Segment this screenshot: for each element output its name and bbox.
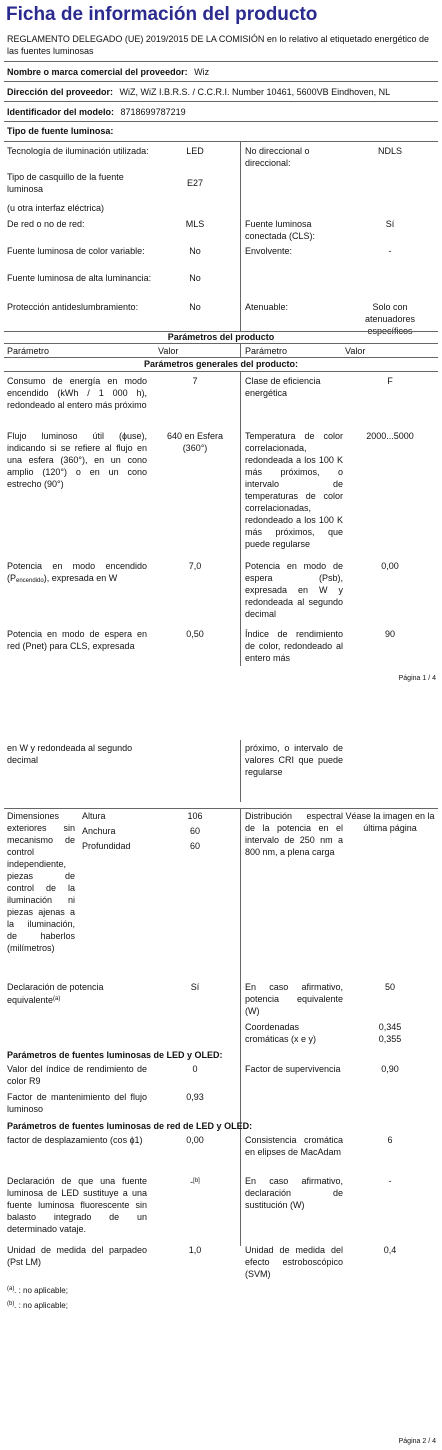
- psb-label: Potencia en modo de espera (Psb), expresada en W y redondeada al segundo decimal: [245, 561, 343, 619]
- cls-value: Sí: [385, 219, 395, 229]
- class-value: F: [387, 376, 393, 386]
- cct-value: 2000...5000: [366, 431, 414, 441]
- coord-label: Coordenadas cromáticas (x e y): [245, 1022, 317, 1044]
- page-title: Ficha de información del producto: [6, 4, 318, 25]
- pnet-value: 0,50: [186, 629, 204, 639]
- envelope-label: Envolvente:: [245, 246, 293, 256]
- params-section-title: Parámetros del producto: [167, 332, 275, 342]
- glare-value: No: [189, 302, 201, 312]
- regulation-text: REGLAMENTO DELEGADO (UE) 2019/2015 DE LA COMISIÓN en lo relativo al etiquetado energético de las fuentes luminosas: [7, 34, 430, 56]
- dim-depth-value: 60: [189, 841, 200, 851]
- footnote-a: $^{(a)}_-$ : no aplicable;: [7, 1286, 68, 1296]
- coord-x-value: 0,345: [378, 1022, 402, 1032]
- svm-value: 0,4: [383, 1245, 397, 1255]
- mains-value: MLS: [185, 219, 205, 229]
- cap-label-2: (u otra interfaz eléctrica): [7, 203, 105, 213]
- dim-depth-label: Profundidad: [82, 841, 131, 851]
- footnote-b: $^{(b)}_-$ : no aplicable;: [7, 1301, 68, 1311]
- r9-label: Valor del índice de rendimiento de color R9: [7, 1064, 147, 1086]
- model-value: 8718699787219: [120, 107, 186, 117]
- flicker-label: Unidad de medida del parpadeo (Pst LM): [7, 1245, 147, 1267]
- maintenance-value: 0,93: [186, 1092, 204, 1102]
- replace-label: Declaración de que una fuente luminosa de LED sustituye a una fuente luminosa fluorescente sin balasto integrado de un determinado vataje.: [7, 1176, 147, 1234]
- supplier-address-row: [7, 86, 437, 98]
- glare-label: Protección antideslumbramiento:: [7, 302, 139, 312]
- equiv-w-value: 50: [384, 982, 395, 992]
- continued-left: en W y redondeada al segundo decimal: [7, 743, 133, 765]
- coord-y-value: 0,355: [378, 1034, 402, 1044]
- maintenance-label: Factor de mantenimiento del flujo luminoso: [7, 1092, 147, 1114]
- supplier-address-label: Dirección del proveedor:: [7, 87, 114, 97]
- dim-width-label: Anchura: [82, 826, 116, 836]
- displacement-label: factor de desplazamiento (cos ɸ1): [7, 1135, 143, 1145]
- flux-value: 640 en Esfera (360°): [166, 431, 224, 453]
- mains-label: De red o no de red:: [7, 219, 85, 229]
- flicker-value: 1,0: [188, 1245, 202, 1255]
- dimmable-label: Atenuable:: [245, 302, 289, 312]
- continued-right: próximo, o intervalo de valores CRI que puede regularse: [245, 743, 343, 777]
- mains-params-title: Parámetros de fuentes luminosas de red de LED y OLED:: [7, 1121, 253, 1131]
- class-label: Clase de eficiencia energética: [245, 376, 321, 398]
- macadam-value: 6: [387, 1135, 393, 1145]
- replace-w-value: -: [388, 1176, 392, 1186]
- pon-value: 7,0: [188, 561, 202, 571]
- supplier-name-row: [7, 66, 437, 78]
- col-param-left: Parámetro: [7, 346, 50, 356]
- dim-height-label: Altura: [82, 811, 106, 821]
- energy-label: Consumo de energía en modo encendido (kWh / 1 000 h), redondeado al entero más próximo: [7, 376, 147, 410]
- dim-height-value: 106: [187, 811, 203, 821]
- model-row: [7, 106, 437, 118]
- envelope-value: -: [388, 246, 392, 256]
- colour-value: No: [189, 246, 201, 256]
- replace-w-label: En caso afirmativo, declaración de sustitución (W): [245, 1176, 343, 1210]
- cri-label: Índice de rendimiento de color, redondeado al entero más: [245, 629, 343, 663]
- equiv-label: Declaración de potencia equivalente$^{(a)}$: [7, 982, 104, 1005]
- equiv-value: Sí: [190, 982, 200, 992]
- tech-label: Tecnología de iluminación utilizada:: [7, 146, 149, 156]
- spd-label: Distribución espectral de la potencia en el intervalo de 250 nm a 800 nm, a plena carga: [245, 811, 343, 857]
- macadam-label: Consistencia cromática en elipses de MacAdam: [245, 1135, 343, 1157]
- nondir-value: NDLS: [377, 146, 402, 156]
- dims-label: Dimensiones exteriores sin mecanismo de control independiente, piezas de control de la iluminación ni piezas ajenas a la iluminación, de haberlos (milímetros): [7, 811, 75, 953]
- supplier-address-value: WiZ, WiZ I.B.R.S. / C.C.R.I. Number 10461, 5600VB Eindhoven, NL: [119, 87, 391, 97]
- cct-label: Temperatura de color correlacionada, redondeada a los 100 K más próximos, o intervalo de temperaturas de color correlacionadas, redondeado a los 100 K más próximos, que puede regularse: [245, 431, 343, 549]
- displacement-value: 0,00: [186, 1135, 204, 1145]
- r9-value: 0: [192, 1064, 198, 1074]
- nondir-label: No direccional o direccional:: [245, 146, 310, 168]
- supplier-name-label: Nombre o marca comercial del proveedor:: [7, 67, 188, 77]
- replace-value: -[b]: [190, 1177, 200, 1187]
- high-luminance-value: No: [189, 273, 201, 283]
- cap-value: E27: [186, 178, 203, 188]
- cap-label: Tipo de casquillo de la fuente luminosa: [7, 172, 124, 194]
- tech-value: LED: [186, 146, 204, 156]
- col-value-left: Valor: [158, 346, 179, 356]
- dimmable-value: Solo con atenuadores específicos: [364, 302, 416, 336]
- high-luminance-label: Fuente luminosa de alta luminancia:: [7, 273, 152, 283]
- cri-value: 90: [384, 629, 395, 639]
- page-footer-1: Página 1 / 4: [398, 675, 436, 682]
- pnet-label: Potencia en modo de espera en red (Pnet) para CLS, expresada: [7, 629, 147, 651]
- general-params-title: Parámetros generales del producto:: [143, 359, 299, 369]
- flux-label: Flujo luminoso útil (ɸuse), indicando si se refiere al flujo en una esfera (360°), en un cono amplio (120°) o en un cono estrecho (90°): [7, 431, 147, 489]
- svm-label: Unidad de medida del efecto estroboscópico (SVM): [245, 1245, 343, 1279]
- spd-value: Véase la imagen en la última página: [345, 811, 435, 833]
- col-value-right: Valor: [345, 346, 366, 356]
- energy-value: 7: [192, 376, 198, 386]
- dim-width-value: 60: [189, 826, 200, 836]
- type-label: Tipo de fuente luminosa:: [7, 126, 114, 136]
- led-params-title: Parámetros de fuentes luminosas de LED y OLED:: [7, 1050, 223, 1060]
- page-footer-2: Página 2 / 4: [398, 1438, 436, 1445]
- cls-label: Fuente luminosa conectada (CLS):: [245, 219, 316, 241]
- supplier-name-value: Wiz: [194, 67, 210, 77]
- survival-label: Factor de supervivencia: [245, 1064, 341, 1074]
- model-label: Identificador del modelo:: [7, 107, 115, 117]
- survival-value: 0,90: [381, 1064, 399, 1074]
- equiv-w-label: En caso afirmativo, potencia equivalente (W): [245, 982, 343, 1016]
- colour-label: Fuente luminosa de color variable:: [7, 246, 145, 256]
- pon-label: Potencia en modo encendido $(P_{encendido})$, expresada en W: [7, 561, 147, 584]
- col-param-right: Parámetro: [245, 346, 288, 356]
- psb-value: 0,00: [381, 561, 399, 571]
